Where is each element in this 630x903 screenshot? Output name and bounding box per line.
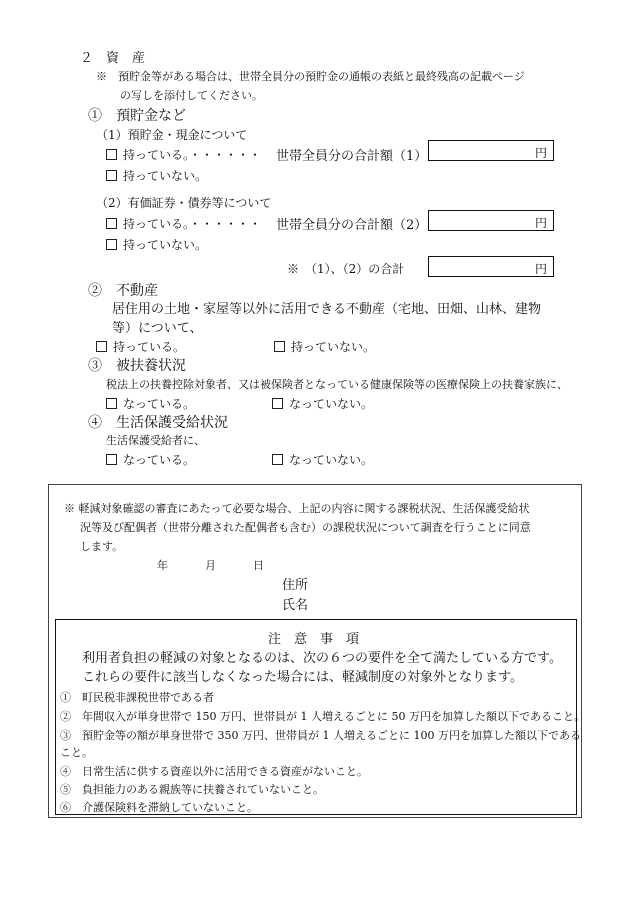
checkbox[interactable] — [274, 341, 285, 352]
notice-item: ③ 預貯金等の額が単身世帯で 350 万円、世帯員が 1 人増えるごとに 100 万円を加算した額以下である — [60, 729, 581, 742]
notice-item: ① 町民税非課税世帯である者 — [60, 691, 214, 704]
savings-heading: ① 預貯金など — [88, 108, 186, 124]
notice-intro-line1: 利用者負担の軽減の対象となるのは、次の６つの要件を全て満たしている方です。 — [82, 651, 562, 666]
cash-not-have-option[interactable] — [106, 167, 207, 184]
cash-heading: （1）預貯金・現金について — [96, 128, 248, 142]
checkbox[interactable] — [106, 170, 117, 181]
notice-item: ⑥ 介護保険料を滞納していないこと。 — [60, 801, 258, 814]
cash-total-label: 世帯全員分の合計額（1） — [276, 149, 428, 164]
dependents-yes-option[interactable] — [106, 395, 195, 412]
welfare-desc: 生活保護受給者に、 — [106, 434, 205, 447]
notice-item: ⑤ 負担能力のある親族等に扶養されていないこと。 — [60, 783, 324, 796]
real-estate-desc-line1: 居住用の土地・家屋等以外に活用できる不動産（宅地、田畑、山林、建物 — [112, 302, 542, 317]
dependents-heading: ③ 被扶養状況 — [88, 358, 186, 374]
real-estate-not-have-label: 持っていない。 — [291, 340, 376, 354]
attach-note-line1: ※ 預貯金等がある場合は、世帯全員分の預貯金の通帳の表紙と最終残高の記載ページ — [96, 70, 525, 83]
checkbox[interactable] — [106, 454, 117, 465]
cash-not-have-label: 持っていない。 — [123, 169, 208, 183]
checkbox[interactable] — [106, 149, 117, 160]
date-day-label: 日 — [253, 559, 264, 572]
date-year-label: 年 — [157, 559, 168, 572]
date-month-label: 月 — [205, 559, 216, 572]
checkbox[interactable] — [96, 341, 107, 352]
checkbox[interactable] — [272, 398, 283, 409]
combined-total-field[interactable] — [428, 256, 554, 277]
dependents-desc: 税法上の扶養控除対象者、又は被保険者となっている健康保険等の医療保険上の扶養家族に、 — [106, 378, 568, 391]
yen-unit: 円 — [534, 146, 547, 160]
welfare-yes-label: なっている。 — [123, 453, 196, 467]
securities-have-label: 持っている。・・・・・・ — [123, 217, 262, 231]
cash-total-field[interactable] — [428, 140, 554, 161]
attach-note-line2: の写しを添付してください。 — [120, 89, 263, 102]
notice-title: 注 意 事 項 — [268, 632, 360, 647]
consent-line3: します。 — [80, 540, 124, 553]
notice-item: ④ 日常生活に供する資産以外に活用できる資産がないこと。 — [60, 765, 368, 778]
notice-item: ② 年間収入が単身世帯で 150 万円、世帯員が 1 人増えるごとに 50 万円を加算した額以下であること。 — [60, 710, 585, 723]
notice-intro-line2: これらの要件に該当しなくなった場合には、軽減制度の対象外となります。 — [82, 670, 523, 685]
consent-line2: 況等及び配偶者（世帯分離された配偶者も含む）の課税状況について調査を行うことに同意 — [80, 521, 531, 534]
securities-total-field[interactable] — [428, 210, 554, 231]
checkbox[interactable] — [106, 239, 117, 250]
dependents-no-label: なっていない。 — [289, 397, 374, 411]
yen-unit: 円 — [534, 262, 547, 276]
consent-line1: ※ 軽減対象確認の審査にあたって必要な場合、上記の内容に関する課税状況、生活保護受給状 — [64, 502, 530, 515]
real-estate-have-label: 持っている。 — [113, 340, 186, 354]
cash-have-label: 持っている。・・・・・・ — [123, 148, 262, 162]
cash-have-option[interactable] — [106, 146, 261, 163]
welfare-no-label: なっていない。 — [289, 453, 374, 467]
securities-have-option[interactable] — [106, 215, 261, 232]
real-estate-desc-line2: 等）について、 — [112, 321, 203, 336]
real-estate-not-have-option[interactable] — [274, 338, 375, 355]
securities-total-label: 世帯全員分の合計額（2） — [276, 218, 428, 233]
dependents-no-option[interactable] — [272, 395, 373, 412]
securities-heading: （2）有価証券・債券等について — [96, 196, 272, 210]
name-label: 氏名 — [282, 598, 309, 613]
address-label: 住所 — [282, 578, 309, 593]
section-title: ２ 資 産 — [80, 51, 146, 66]
yen-unit: 円 — [534, 216, 547, 230]
real-estate-heading: ② 不動産 — [88, 283, 158, 299]
checkbox[interactable] — [272, 454, 283, 465]
checkbox[interactable] — [106, 218, 117, 229]
welfare-heading: ④ 生活保護受給状況 — [88, 415, 228, 431]
securities-not-have-label: 持っていない。 — [123, 238, 208, 252]
welfare-no-option[interactable] — [272, 451, 373, 468]
checkbox[interactable] — [106, 398, 117, 409]
securities-not-have-option[interactable] — [106, 236, 207, 253]
notice-item: こと。 — [60, 746, 93, 759]
real-estate-have-option[interactable] — [96, 338, 185, 355]
welfare-yes-option[interactable] — [106, 451, 195, 468]
dependents-yes-label: なっている。 — [123, 397, 196, 411]
combined-total-label: ※ （1）、（2）の合計 — [287, 262, 405, 276]
